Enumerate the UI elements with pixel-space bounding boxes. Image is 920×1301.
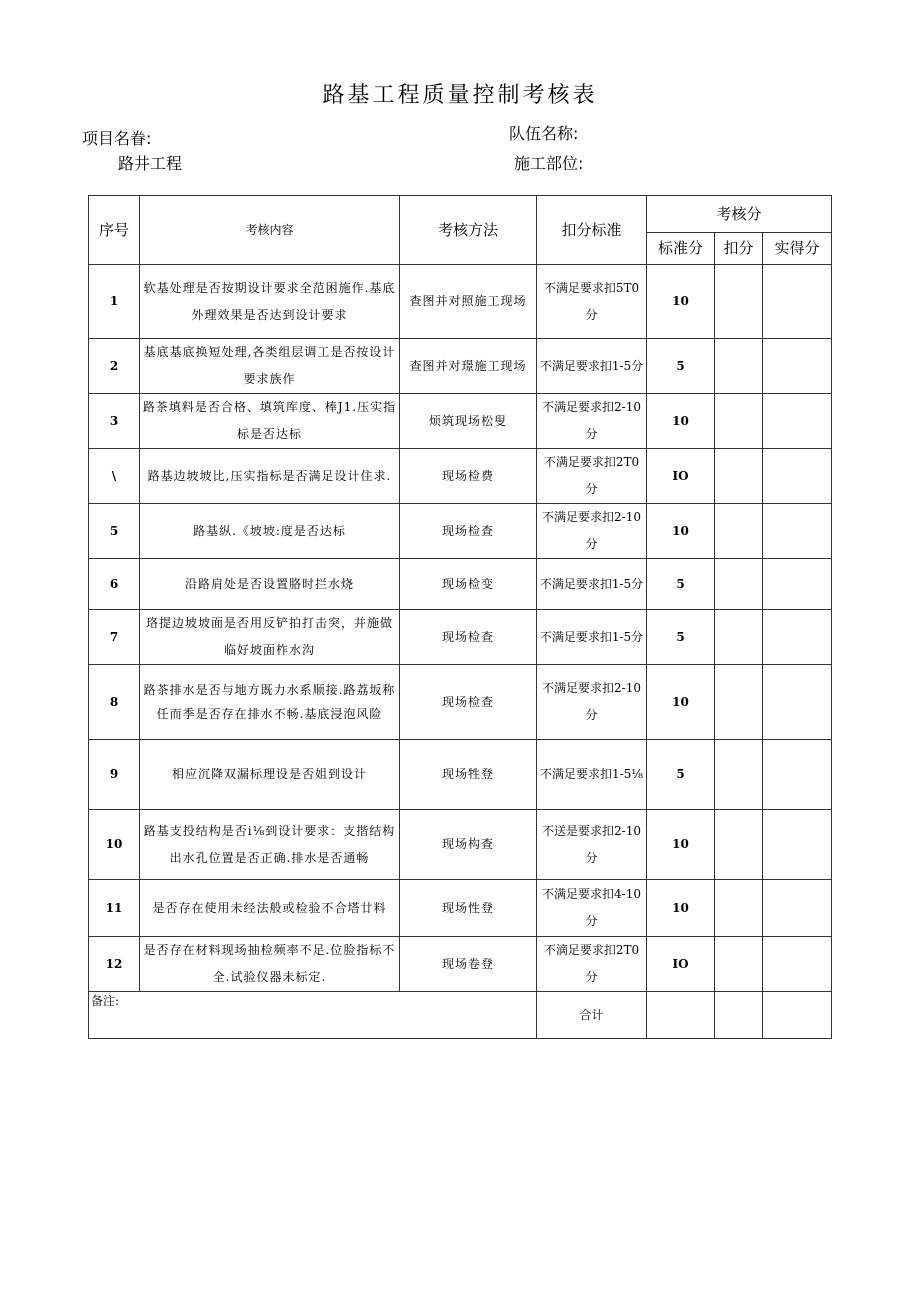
- row-seq: 5: [89, 504, 140, 559]
- row-actual-cell[interactable]: [763, 740, 832, 810]
- row-seq: 3: [89, 394, 140, 449]
- header-standard-score: 标准分: [647, 233, 715, 265]
- row-method: 现场检变: [400, 559, 537, 610]
- row-score: 5: [647, 740, 715, 810]
- row-deduction-cell[interactable]: [715, 810, 763, 880]
- row-content: 路基纵.《坡坡:度是否达标: [140, 504, 400, 559]
- row-standard: 不满足要求扣2-10分: [537, 394, 647, 449]
- row-deduction-cell[interactable]: [715, 504, 763, 559]
- row-actual-cell[interactable]: [763, 265, 832, 339]
- row-standard: 不满足要求扣1-5分: [537, 610, 647, 665]
- row-seq: 12: [89, 937, 140, 992]
- row-method: 现场卷登: [400, 937, 537, 992]
- row-score: 5: [647, 559, 715, 610]
- project-name-label: 项目名眷:: [82, 129, 152, 148]
- row-method: 现场性登: [400, 880, 537, 937]
- row-actual-cell[interactable]: [763, 394, 832, 449]
- row-deduction-cell[interactable]: [715, 880, 763, 937]
- row-standard: 不满足要求扣2T0分: [537, 449, 647, 504]
- row-actual-cell[interactable]: [763, 449, 832, 504]
- table-row: [89, 559, 832, 610]
- table-row: [89, 339, 832, 394]
- header-content: 考核内容: [140, 196, 400, 265]
- row-content: 路茶排水是否与地方既力水系顺接.路荔坂称任而季是否存在排水不畅.基底浸泡风险: [140, 665, 400, 740]
- row-standard: 不满足要求扣2-10分: [537, 665, 647, 740]
- construction-part-label: 施工部位:: [514, 154, 584, 173]
- header-row: [89, 196, 832, 233]
- row-standard: 不满足要求扣1-5分: [537, 559, 647, 610]
- table-row: [89, 504, 832, 559]
- project-name-value: 路井工程: [118, 154, 183, 173]
- row-actual-cell[interactable]: [763, 339, 832, 394]
- row-deduction-cell[interactable]: [715, 339, 763, 394]
- table-row: [89, 449, 832, 504]
- row-actual-cell[interactable]: [763, 610, 832, 665]
- row-score: IO: [647, 937, 715, 992]
- row-content: 是否存在材料现场抽检频率不足.位脸指标不全.试验仪器未标定.: [140, 937, 400, 992]
- row-actual-cell[interactable]: [763, 937, 832, 992]
- footer-row: [89, 992, 832, 1039]
- row-actual-cell[interactable]: [763, 665, 832, 740]
- row-standard: 不满足要求扣2-10分: [537, 504, 647, 559]
- row-content: 路茶填料是否合格、填筑库度、棒J1.压实指标是否达标: [140, 394, 400, 449]
- row-seq: 1: [89, 265, 140, 339]
- table-row: [89, 810, 832, 880]
- row-method: 现场检查: [400, 665, 537, 740]
- row-score: IO: [647, 449, 715, 504]
- row-seq: 6: [89, 559, 140, 610]
- row-method: 查图并对璟施工现场: [400, 339, 537, 394]
- row-seq: 7: [89, 610, 140, 665]
- table-row: [89, 740, 832, 810]
- total-standard-cell[interactable]: [647, 992, 715, 1039]
- row-content: 软基处理是否按期设计要求全范困施作.基底外理效果是否达到设计要求: [140, 265, 400, 339]
- row-content: 是否存在使用未经法般或检验不合塔廿料: [140, 880, 400, 937]
- row-deduction-cell[interactable]: [715, 740, 763, 810]
- row-seq: \: [89, 449, 140, 504]
- row-content: 基底基底换短处理,各类组层调工是否按设计要求族作: [140, 339, 400, 394]
- header-method: 考核方法: [400, 196, 537, 265]
- row-seq: 10: [89, 810, 140, 880]
- row-score: 10: [647, 810, 715, 880]
- row-method: 烦筑现场松叟: [400, 394, 537, 449]
- row-standard: 不满足要求扣5T0分: [537, 265, 647, 339]
- total-actual-cell[interactable]: [763, 992, 832, 1039]
- row-seq: 2: [89, 339, 140, 394]
- row-content: 路基支投结构是否i⅛到设计要求：支揩结构出水孔位置是否正确.排水是否通畅: [140, 810, 400, 880]
- row-method: 现场构查: [400, 810, 537, 880]
- row-seq: 11: [89, 880, 140, 937]
- row-score: 5: [647, 339, 715, 394]
- row-seq: 8: [89, 665, 140, 740]
- total-deduction-cell[interactable]: [715, 992, 763, 1039]
- row-method: 现场检查: [400, 610, 537, 665]
- row-standard: 不满足要求扣1-5⅛: [537, 740, 647, 810]
- row-score: 10: [647, 665, 715, 740]
- row-actual-cell[interactable]: [763, 559, 832, 610]
- row-actual-cell[interactable]: [763, 810, 832, 880]
- row-method: 现场检费: [400, 449, 537, 504]
- row-standard: 不送是要求扣2-10分: [537, 810, 647, 880]
- assessment-table: [88, 195, 832, 1039]
- row-content: 路基边坡坡比,压实指标是否满足设计住求.: [140, 449, 400, 504]
- row-standard: 不满足要求扣4-10分: [537, 880, 647, 937]
- table-row: [89, 937, 832, 992]
- row-content: 沿路肩处是否设置胳时拦水烧: [140, 559, 400, 610]
- table-row: [89, 665, 832, 740]
- row-deduction-cell[interactable]: [715, 394, 763, 449]
- row-method: 现场牲登: [400, 740, 537, 810]
- row-deduction-cell[interactable]: [715, 265, 763, 339]
- row-score: 10: [647, 504, 715, 559]
- row-method: 现场检查: [400, 504, 537, 559]
- table-row: [89, 265, 832, 339]
- row-deduction-cell[interactable]: [715, 449, 763, 504]
- row-actual-cell[interactable]: [763, 880, 832, 937]
- row-deduction-cell[interactable]: [715, 937, 763, 992]
- row-content: 相应沉降双漏标理设是否姐到设计: [140, 740, 400, 810]
- row-deduction-cell[interactable]: [715, 610, 763, 665]
- table-row: [89, 880, 832, 937]
- header-score-group: 考核分: [647, 196, 832, 233]
- row-standard: 不满足要求扣1-5分: [537, 339, 647, 394]
- page-title: 路基工程质量控制考核表: [322, 83, 598, 108]
- header-deduction: 扣分: [715, 233, 763, 265]
- row-score: 10: [647, 265, 715, 339]
- header-standard: 扣分标准: [537, 196, 647, 265]
- row-standard: 不滴足要求扣2T0分: [537, 937, 647, 992]
- row-score: 5: [647, 610, 715, 665]
- note-cell: 备注:: [89, 992, 537, 1039]
- row-actual-cell[interactable]: [763, 504, 832, 559]
- row-method: 查图并对照施工现场: [400, 265, 537, 339]
- header-actual-score: 实得分: [763, 233, 832, 265]
- table-row: [89, 610, 832, 665]
- header-seq: 序号: [89, 196, 140, 265]
- team-name-label: 队伍名称:: [509, 124, 579, 143]
- table-row: [89, 394, 832, 449]
- row-content: 珞提边坡坡面是否用反铲拍打击突，并施做临好坡面柞水沟: [140, 610, 400, 665]
- row-seq: 9: [89, 740, 140, 810]
- row-score: 10: [647, 880, 715, 937]
- total-label: 合计: [537, 992, 647, 1039]
- row-deduction-cell[interactable]: [715, 559, 763, 610]
- row-deduction-cell[interactable]: [715, 665, 763, 740]
- row-score: 10: [647, 394, 715, 449]
